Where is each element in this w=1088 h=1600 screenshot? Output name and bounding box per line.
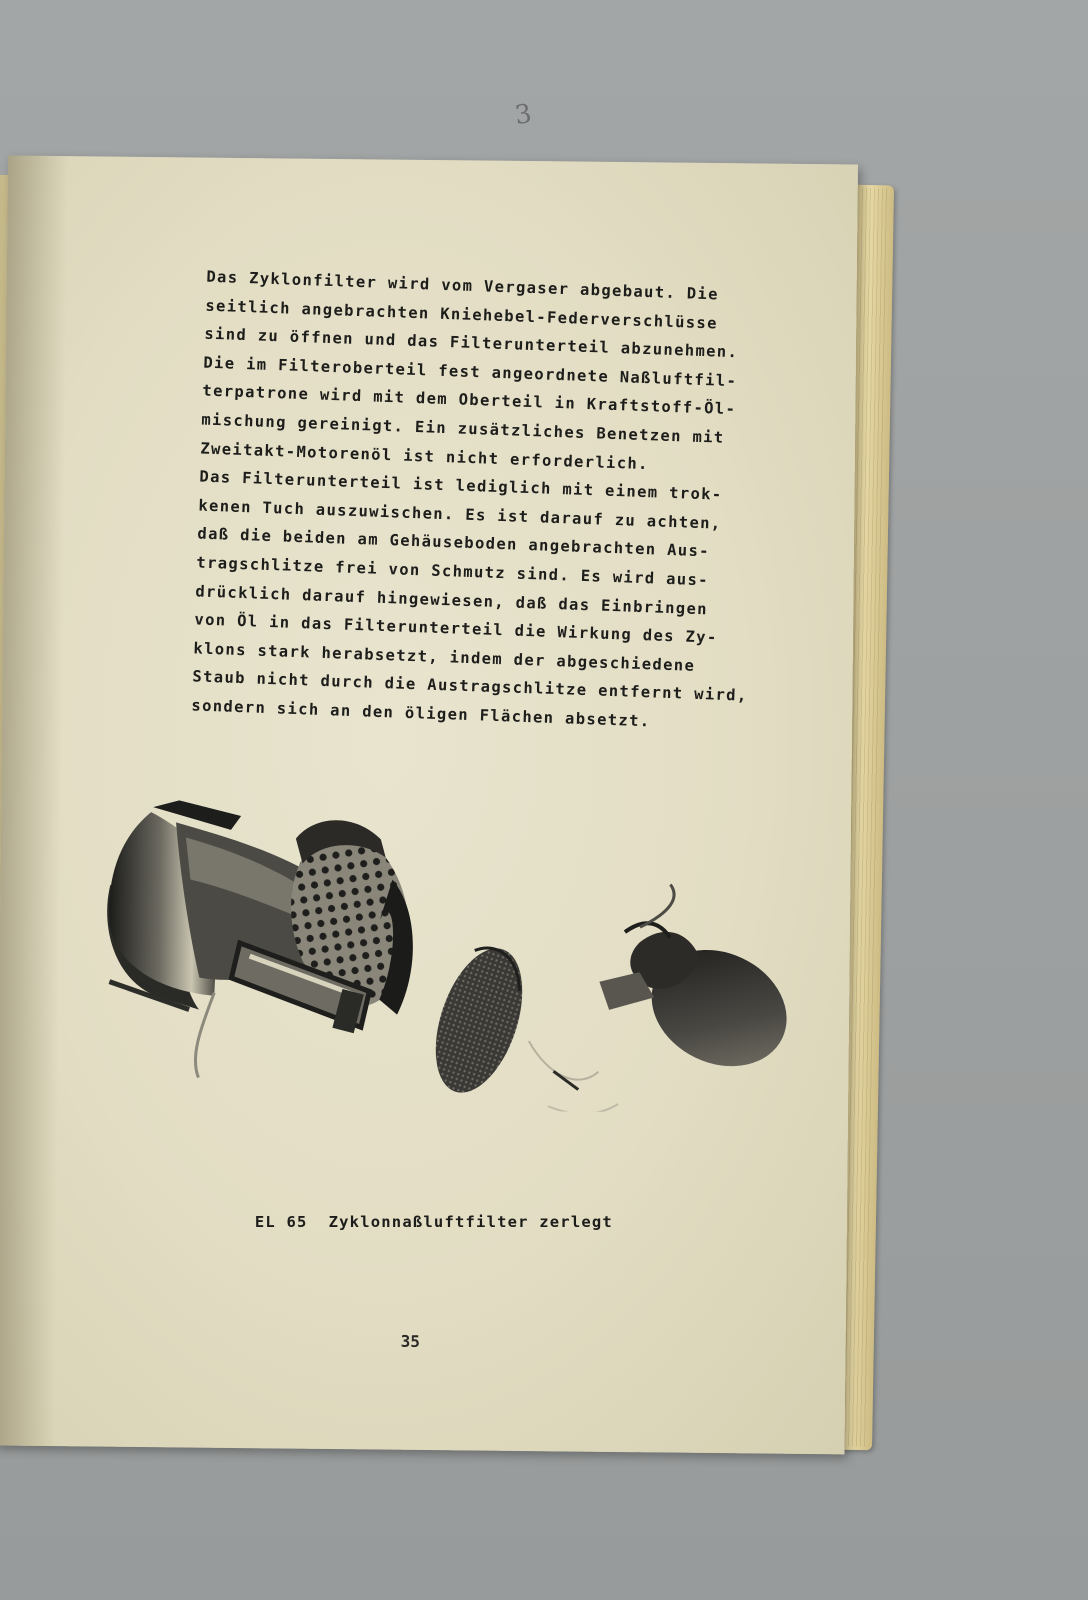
text-line: sondern sich an den öligen Flächen absetzt.: [191, 696, 651, 731]
filter-housing-illustration: [105, 800, 423, 1080]
text-line: Die im Filteroberteil fest angeordnete Naßluftfil-: [203, 353, 738, 390]
text-line: klons stark herabsetzt, indem der abgeschiedene: [193, 639, 696, 675]
book-page: [0, 156, 858, 1455]
text-line: daß die beiden am Gehäuseboden angebrachten Aus-: [197, 524, 711, 561]
text-line: Das Zyklonfilter wird vom Vergaser abgebaut. Die: [206, 267, 720, 304]
text-line: von Öl in das Filterunterteil die Wirkung des Zy-: [194, 610, 718, 647]
gutter-shadow: [0, 156, 68, 1447]
figure-caption: EL 65 Zyklonnaßluftfilter zerlegt: [254, 1213, 613, 1232]
text-line: kenen Tuch auszuwischen. Es ist darauf zu achten,: [198, 496, 722, 533]
text-line: drücklich darauf hingewiesen, daß das Einbringen: [195, 581, 709, 618]
text-line: Zweitakt-Motorenöl ist nicht erforderlich.: [200, 439, 650, 473]
text-line: terpatrone wird mit dem Oberteil in Kraftstoff-Öl-: [202, 381, 737, 419]
page-number: 35: [400, 1331, 420, 1351]
text-line: sind zu öffnen und das Filterunterteil abzunehmen.: [204, 324, 739, 362]
text-line: tragschlitze frei von Schmutz sind. Es wird aus-: [196, 553, 710, 590]
text-line: Das Filterunterteil ist lediglich mit einem trok-: [199, 467, 723, 504]
filter-bottom-illustration: [419, 882, 802, 1114]
body-paragraph: [191, 263, 797, 741]
filter-photo: [78, 766, 802, 1114]
text-line: seitlich angebrachten Kniehebel-Federverschlüsse: [205, 296, 719, 333]
text-line: mischung gereinigt. Ein zusätzliches Benetzen mit: [201, 410, 725, 447]
pencil-mark: 3: [512, 98, 534, 132]
text-line: Staub nicht durch die Austragschlitze entfernt wird,: [192, 667, 748, 706]
